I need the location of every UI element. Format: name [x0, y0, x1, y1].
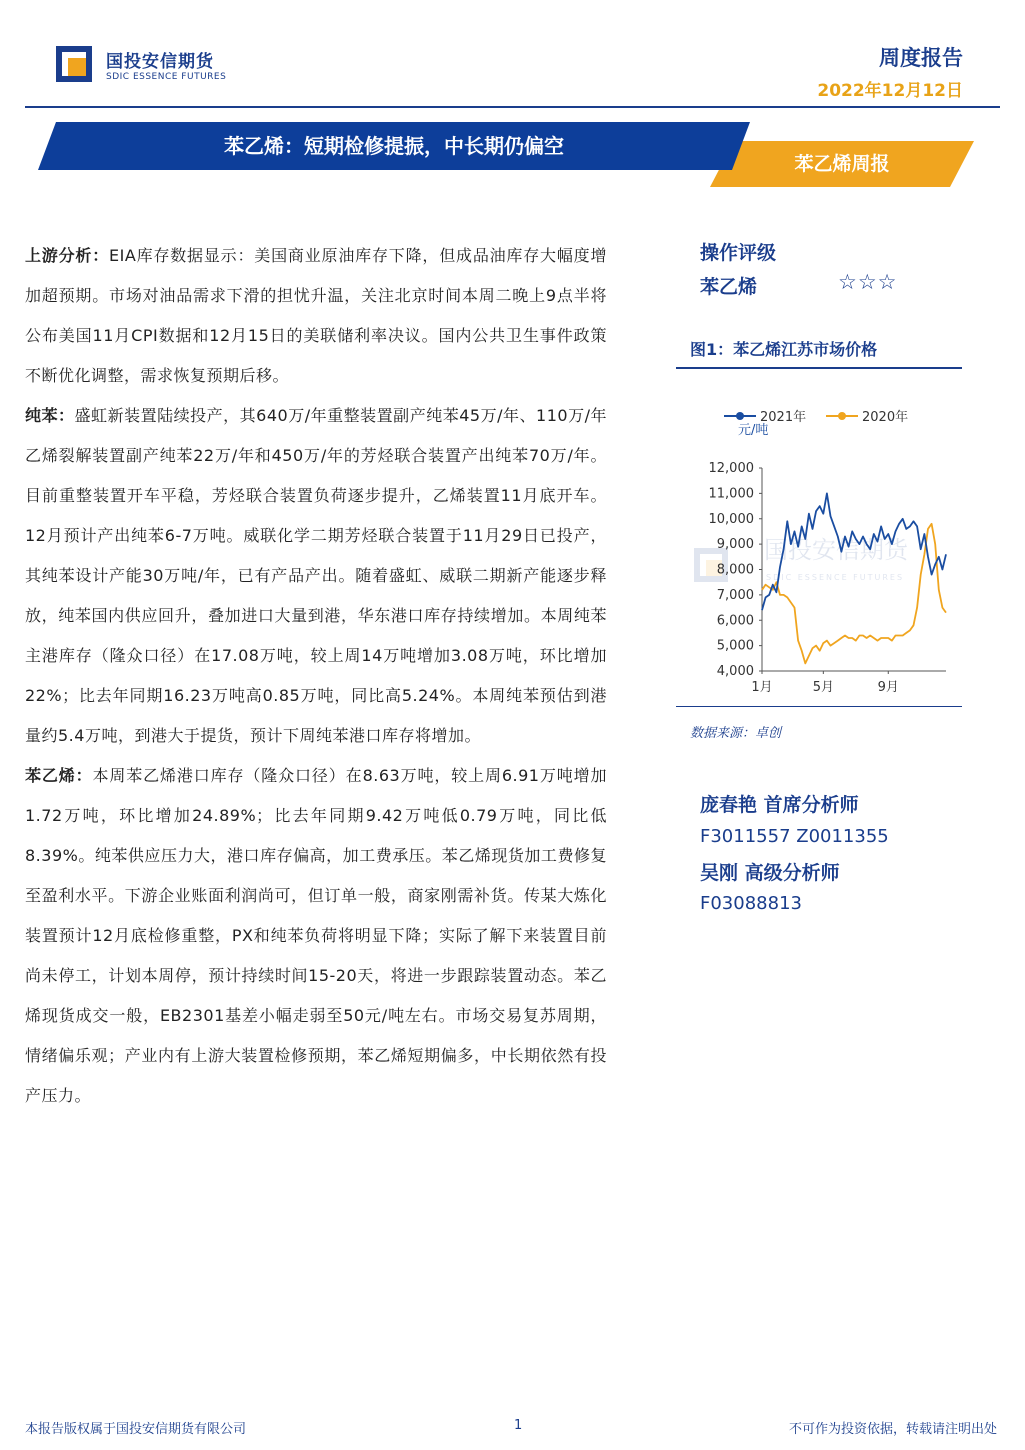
paragraph-text: 本周苯乙烯港口库存（隆众口径）在8.63万吨，较上周6.91万吨增加1.72万吨，环比增加24.89%；比去年同期9.42万吨低0.79万吨，同比低8.39%。纯苯供应压力大，港口库存偏高，加工费承压。苯乙烯现货加工费修复至盈利水平。下游企业账面利润尚可，但订单一般，商家刚需补货。传某大炼化装置预计12月底检修重整，PX和纯苯负荷将明显下降；实际了解下来装置目前尚未停工，计划本周停，预计持续时间15-20天，将进一步跟踪装置动态。苯乙烯现货成交一般，EB2301基差小幅走弱至50元/吨左右。市场交易复苏周期，情绪偏乐观；产业内有上游大装置检修预期，苯乙烯短期偏多，中长期依然有投产压力。	[25, 766, 607, 1105]
report-date: 2022年12月12日	[817, 81, 963, 101]
rating-stars-icon: ☆☆☆	[838, 270, 898, 294]
y-axis-unit: 元/吨	[738, 423, 769, 438]
footer-copyright: 本报告版权属于国投安信期货有限公司	[25, 1422, 247, 1437]
figure-title: 图1：苯乙烯江苏市场价格	[690, 340, 878, 359]
legend-marker-2020	[838, 412, 846, 420]
analyst-2-name: 吴刚 高级分析师	[700, 862, 840, 884]
paragraph-benzene	[25, 396, 607, 756]
analyst-1-license: F3011557 Z0011355	[700, 826, 889, 847]
y-tick-label: 9,000	[716, 537, 754, 553]
legend-label-2021: 2021年	[760, 410, 807, 425]
svg-text:国投安信期货: 国投安信期货	[764, 536, 908, 564]
x-tick-label: 5月	[812, 680, 834, 695]
x-tick-label: 1月	[751, 680, 773, 695]
company-name-cn: 国投安信期货	[106, 52, 214, 72]
y-tick-label: 7,000	[716, 587, 754, 603]
paragraph-lead: 上游分析：	[25, 246, 110, 265]
y-tick-label: 11,000	[708, 486, 754, 502]
report-headline: 苯乙烯：短期检修提振，中长期仍偏空	[224, 134, 564, 158]
paragraph-lead: 苯乙烯：	[25, 766, 93, 785]
svg-text:SDIC ESSENCE FUTURES: SDIC ESSENCE FUTURES	[766, 573, 905, 582]
company-logo-icon	[54, 44, 94, 84]
legend-label-2020: 2020年	[862, 410, 909, 425]
legend-marker-2021	[736, 412, 744, 420]
header-divider	[25, 106, 1000, 108]
figure-top-rule	[676, 367, 962, 369]
paragraph-lead: 纯苯：	[25, 406, 75, 425]
page-number: 1	[514, 1418, 523, 1433]
analyst-1-name: 庞春艳 首席分析师	[700, 794, 859, 816]
paragraph-styrene	[25, 756, 607, 1116]
rating-title: 操作评级	[700, 242, 777, 264]
company-name-en: SDIC ESSENCE FUTURES	[106, 72, 227, 82]
analyst-2-license: F03088813	[700, 893, 802, 914]
price-chart	[676, 372, 962, 702]
figure-source: 数据来源：卓创	[690, 726, 782, 741]
x-tick-label: 9月	[877, 680, 899, 695]
paragraph-text: 盛虹新装置陆续投产，其640万/年重整装置副产纯苯45万/年、110万/年乙烯裂解装置副产纯苯22万/年和450万/年的芳烃联合装置产出纯苯70万/年。目前重整装置开车平稳，芳烃联合装置负荷逐步提升，乙烯装置11月底开车。12月预计产出纯苯6-7万吨。威联化学二期芳烃联合装置于11月29日已投产，其纯苯设计产能30万吨/年，已有产品产出。随着盛虹、威联二期新产能逐步释放，纯苯国内供应回升，叠加进口大量到港，华东港口库存持续增加。本周纯苯主港库存（隆众口径）在17.08万吨，较上周14万吨增加3.08万吨，环比增加22%；比去年同期16.23万吨高0.85万吨，同比高5.24%。本周纯苯预估到港量约5.4万吨，到港大于提货，预计下周纯苯港口库存将增加。	[25, 406, 607, 745]
y-tick-label: 4,000	[716, 664, 754, 679]
footer-disclaimer: 不可作为投资依据，转载请注明出处	[788, 1422, 997, 1437]
report-tag: 苯乙烯周报	[794, 153, 890, 175]
rating-product: 苯乙烯	[700, 276, 758, 298]
paragraph-text: EIA库存数据显示：美国商业原油库存下降，但成品油库存大幅度增加超预期。市场对油品需求下滑的担忧升温，关注北京时间本周二晚上9点半将公布美国11月CPI数据和12月15日的美联储利率决议。国内公共卫生事件政策不断优化调整，需求恢复预期后移。	[25, 246, 607, 385]
y-tick-label: 6,000	[716, 613, 754, 629]
figure-bottom-rule	[676, 706, 962, 707]
y-tick-label: 10,000	[708, 511, 754, 527]
y-tick-label: 5,000	[716, 638, 754, 654]
y-tick-label: 8,000	[716, 562, 754, 578]
report-type: 周度报告	[879, 46, 963, 70]
paragraph-upstream	[25, 236, 607, 396]
y-tick-label: 12,000	[708, 461, 754, 476]
analysis-body	[25, 236, 607, 1116]
